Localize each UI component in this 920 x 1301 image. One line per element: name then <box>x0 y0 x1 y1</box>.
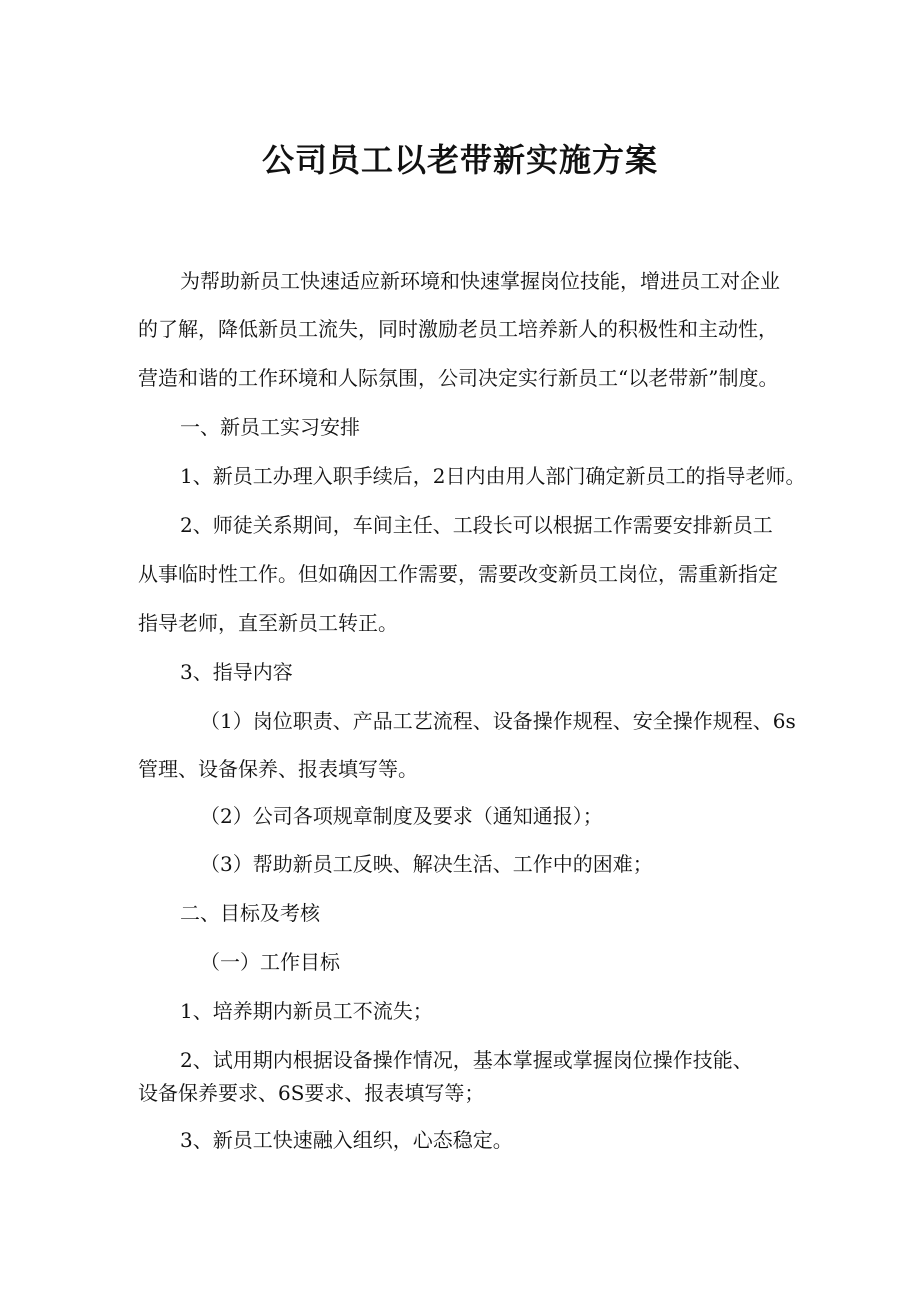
goal-1: 1、培养期内新员工不流失； <box>180 999 433 1023</box>
section-heading-1: 一、新员工实习安排 <box>180 415 360 439</box>
intro-line-2: 的了解，降低新员工流失，同时激励老员工培养新人的积极性和主动性， <box>138 317 778 341</box>
item-1: 1、新员工办理入职手续后，2日内由用人部门确定新员工的指导老师。 <box>180 464 806 488</box>
goal-2-line-2: 设备保养要求、6S要求、报表填写等； <box>138 1081 485 1105</box>
section-heading-2: 二、目标及考核 <box>180 901 320 925</box>
guide-1-line-1: （1）岗位职责、产品工艺流程、设备操作规程、安全操作规程、6s <box>200 709 796 733</box>
item-2-line-3: 指导老师，直至新员工转正。 <box>138 611 398 635</box>
intro-line-3: 营造和谐的工作环境和人际氛围，公司决定实行新员工“以老带新”制度。 <box>138 366 779 390</box>
document-title: 公司员工以老带新实施方案 <box>261 141 658 179</box>
guide-1-line-2: 管理、设备保养、报表填写等。 <box>138 757 418 781</box>
guide-2: （2）公司各项规章制度及要求（通知通报）； <box>200 804 603 828</box>
intro-line-1: 为帮助新员工快速适应新环境和快速掌握岗位技能，增进员工对企业 <box>180 269 780 293</box>
subsection-heading-1: （一）工作目标 <box>200 950 340 974</box>
goal-2-line-1: 2、试用期内根据设备操作情况，基本掌握或掌握岗位操作技能、 <box>180 1048 753 1072</box>
item-2-line-2: 从事临时性工作。但如确因工作需要，需要改变新员工岗位，需重新指定 <box>138 562 778 586</box>
item-2-line-1: 2、师徒关系期间，车间主任、工段长可以根据工作需要安排新员工 <box>180 513 773 537</box>
goal-3: 3、新员工快速融入组织，心态稳定。 <box>180 1128 513 1152</box>
item-3-heading: 3、指导内容 <box>180 660 293 684</box>
guide-3: （3）帮助新员工反映、解决生活、工作中的困难； <box>200 852 653 876</box>
